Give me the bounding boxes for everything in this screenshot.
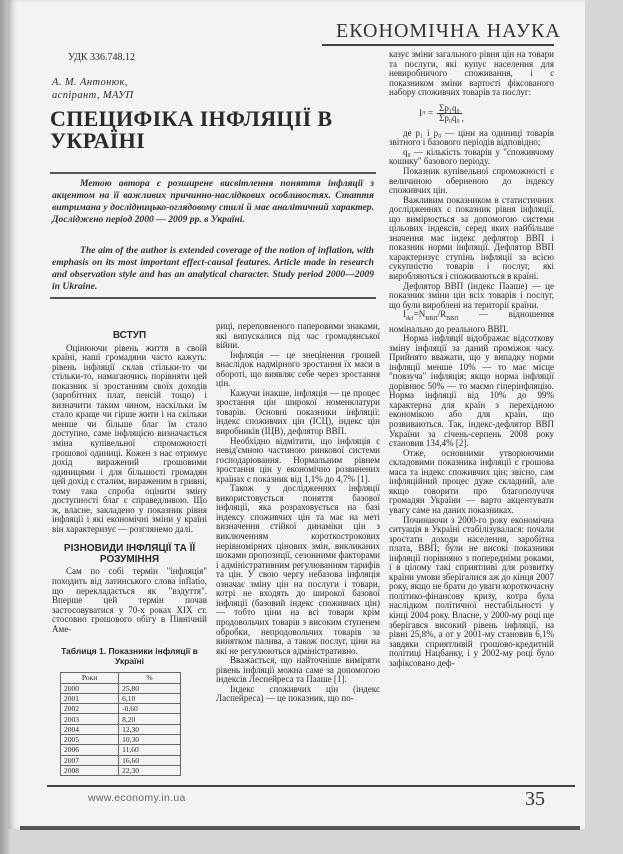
column-header-percent: % [119, 673, 181, 683]
deflator-i: I [403, 309, 406, 320]
paragraph: Сам по собі термін "інфляція" походить від латинського слова inflatio, що перекладається як "вздуття". Вперше цей термін почав застосовуватися у 70-х роках XIX ст. стосовно грошового обігу в Північній Аме- [52, 566, 207, 634]
article-title: СПЕЦИФІКА ІНФЛЯЦІЇ В УКРАЇНІ [50, 106, 333, 153]
abstract-top-rule [50, 172, 376, 174]
table-row [61, 683, 181, 693]
paragraph: Дефлятор ВВП (індекс Пааше) — це показник зміни цін всіх товарів і послуг, що були вироблені на території країни. [389, 280, 554, 310]
footer-url: www.economy.in.ua [88, 792, 186, 804]
table-row [61, 735, 181, 745]
formula-lhs-sub: л [422, 110, 425, 116]
paragraph: де p₁ і p₀ — ціни на одиниці товарів звітного і базового періодів відповідно; [389, 127, 554, 148]
table-row [61, 724, 181, 734]
table-row [61, 765, 181, 775]
table-row [61, 704, 181, 714]
header-rule [322, 44, 554, 46]
cell-year: 2004 [61, 724, 119, 734]
udk-code: УДК 336.748.12 [68, 52, 136, 63]
cell-percent: 12,30 [119, 724, 181, 734]
table-row [61, 745, 181, 755]
paragraph: Вважається, що найточніше виміряти рівень інфляції можна саме за допомогою індексів Леспейреса та Пааше [1]. [216, 655, 380, 685]
abstract-english: The aim of the author is extended coverage of the notion of inflation, with emphasis on its most important effect-causal features. Article made in research and observation style and has an analytical character. Study period 2000—2009 in Ukraine. [52, 245, 374, 292]
left-column [52, 325, 207, 776]
formula-equals: = [428, 108, 434, 118]
paragraph: Показник купівельної спроможності є величиною оберненою до індексу споживчих цін. [389, 166, 554, 196]
paragraph: Кажучи інакше, інфляція — це процес зростання цін широкої номенклатури товарів. Основні показники інфляції: індекс споживчих цін (ІСЦ), індекс цін виробників (ІЦВ), дефлятор ВВП. [216, 387, 380, 437]
cell-year: 2003 [61, 714, 119, 724]
table-row [61, 714, 181, 724]
cell-year: 2005 [61, 735, 119, 745]
footer-rule [47, 785, 575, 787]
abstract-bottom-rule [50, 297, 376, 299]
paragraph: Індекс споживчих цін (індекс Ласпейреса) — це показник, що по- [216, 683, 380, 704]
deflator-n: =N [413, 309, 426, 320]
table-caption: Таблиця 1. Показники інфляції в Україні [61, 646, 198, 667]
cell-percent: -0,60 [119, 704, 181, 714]
cell-percent: 11,60 [119, 745, 181, 755]
cell-year: 2007 [61, 755, 119, 765]
abstract-ukrainian: Метою автора є розширене висвітлення поняття інфляції з акцентом на її важливих причинно-наслідкових особливостях. Стаття витримана у дослідницько-оглядовому стилі й має аналітичний характер. Досліджено період 2000 — 2009 рр. в Україні. [52, 178, 374, 225]
page-number: 35 [525, 788, 545, 810]
cell-year: 2001 [61, 693, 119, 703]
paragraph: Норма інфляції відображає відсоткову зміну інфляції за даний проміжок часу. Прийнято вважати, що у випадку норми інфляції менше 10% — то має місце "повзуча" інфляція; якщо норма інфляції дорівнює 50% — то маємо гіперінфляцію. Норма інфляції від 10% до 99% характерна для країн з перехідною економікою або для країн, що розвиваються. Так, індекс-дефлятор ВВП України за січень-серпень 2008 року становив 134,4% [2]. [389, 333, 554, 449]
formula-lhs: I [419, 108, 422, 118]
cpi-formula [419, 104, 554, 124]
paragraph: Отже, основними утворюючими складовими показника інфляції є грошова маса та індекс споживчих цін; звісно, сам інфляційний процес дуже складний, але якщо говорити про благополуччя громадян України — варто акцентувати увагу саме на даних показниках. [389, 447, 554, 515]
paragraph: Починаючи з 2000-го року економічна ситуація в Україні стабілізувалася: почали зростати доходи населення, заробітна плата, ВВП; були не високі показники інфляції порівняно з попередніми роками, і в цілому такі сприятливі для розвитку країни умови зберігалися аж до кінця 2007 року, якщо не брати до уваги короткочасну політико-фінансову кризу, котра була наслідком політичної нестабільності у кінці 2004 року. Власне, у 2000-му році ще зберігався високий рівень інфляції, на рівні 25,8%, а от у 2001-му становив 6,1% завдяки сприятливій грошово-кредитній політиці Нацбанку, і у 2002-му році було зафіксовано деф- [389, 514, 554, 668]
cell-percent: 25,80 [119, 683, 181, 693]
deflator-n-sub: ВВП [425, 316, 438, 323]
paragraph: риці, переповненого паперовими знаками, які випускалися під час громадянської війни. [216, 321, 380, 351]
heading-intro: ВСТУП [112, 330, 147, 341]
middle-column [216, 322, 380, 704]
formula-tail: , [461, 113, 464, 123]
column-header-years: Роки [61, 673, 119, 683]
paragraph: казує зміни загального рівня цін на товари та послуги, які купує населення для невиробничого споживання, і є показником зміни вартості фіксованого набору споживчих товарів та послуг: [389, 49, 554, 98]
formula-numerator: Σp₁q₀ [439, 102, 460, 113]
paragraph: Інфляція — це знецінення грошей внаслідок надмірного зростання їх маси в обороті, що виявляє себе через зростання цін. [216, 349, 380, 389]
author-position: аспірант, МАУП [52, 89, 134, 101]
paragraph: q₀ — кількість товарів у "споживчому кошику" базового періоду. [389, 146, 554, 167]
right-column [389, 50, 554, 668]
heading-inflation-types: РІЗНОВИДИ ІНФЛЯЦІЇ ТА ЇЇ РОЗУМІННЯ [63, 543, 196, 565]
deflator-i-sub: def [406, 316, 414, 323]
paragraph: Оцінюючи рівень життя в своїй країні, наші громадяни часто кажуть: рівень інфляції склав стільки-то чи стільки-то, намагаючись порівняти цей показник зі зростанням своїх доходів (заробітних плат, пенсій тощо) і визначити таким чином, наскільки їм стало краще чи гірше жити і на скільки менше чи більше благ їм стало доступно, саме інфляцією визначається зміна купівельної спроможності грошової одиниці. Кожен з нас отримує дохід виражений грошовими одиницями і для більшості громадян цей дохід є сталим, вираженим в гривні, тому така спроба оцінити зміну доступності благ є справедливою. Що ж, власне, закладено у показник рівня інфляції і які економічні зміни у країні він характеризує — розглянемо далі. [52, 342, 207, 534]
cell-percent: 22,30 [119, 765, 181, 775]
formula-denominator: Σp₀q₀ [439, 113, 460, 124]
cell-percent: 8,20 [119, 714, 181, 724]
author-block [52, 77, 134, 102]
deflator-formula [389, 310, 554, 334]
formula-fraction [437, 104, 462, 124]
deflator-text: — відношення номінально до реального ВВП. [389, 309, 554, 334]
cell-year: 2002 [61, 704, 119, 714]
table-row [61, 755, 181, 765]
cell-percent: 6,10 [119, 693, 181, 703]
cell-percent: 10,30 [119, 735, 181, 745]
inflation-table [60, 672, 181, 776]
cell-year: 2000 [61, 683, 119, 693]
cell-year: 2008 [61, 765, 119, 775]
paragraph: Необхідно відмітити, що інфляція є невід'ємною частиною ринкової системи господарювання. Нормальним рівнем зростання цін у економічно розвинених країнах є показник від 1,1% до 4,7% [1]. [216, 435, 380, 484]
author-name: А. М. Антонюк, [52, 77, 128, 88]
section-header: ЕКОНОМІЧНА НАУКА [336, 20, 561, 42]
table-row [61, 693, 181, 703]
cell-percent: 16,60 [119, 755, 181, 765]
paragraph: Також у дослідженнях інфляції використовується поняття базової інфляції, яка розраховується на базі індексу споживчих цін та має на меті визначення стійкої динаміки цін з виключенням короткострокових нерівномірних цінових змін, викликаних шоками пропозиції, сезонними факторами і адміністративним регулюванням тарифів та цін. У свою чергу небазова інфляція означає зміну цін на послуги і товари, котрі не входять до широкої базової інфляції (базовий індекс споживчих цін) — тобто ціни на всі товари крім продовольчих товарів з високим ступенем обробки, непродовольчих товарів за винятком палива, а також послуг, ціни на які не регулюються адміністративно. [216, 483, 380, 656]
cell-year: 2006 [61, 745, 119, 755]
paragraph: Важливим показником в статистичних дослідженнях є показник рівня інфляції, що вимірюється за допомогою системи цільових індексів, серед яких найбільше значення має індекс дефлятор ВВП і показник норми інфляції. Дефлятор ВВП характеризує ступінь інфляції за всією сукупністю товарів і послуг, які виробляються і споживаються в країні. [389, 194, 554, 282]
deflator-r-sub: ВВП [446, 316, 459, 323]
deflator-r: /R [437, 309, 447, 320]
page-bottom-edge [20, 826, 580, 830]
